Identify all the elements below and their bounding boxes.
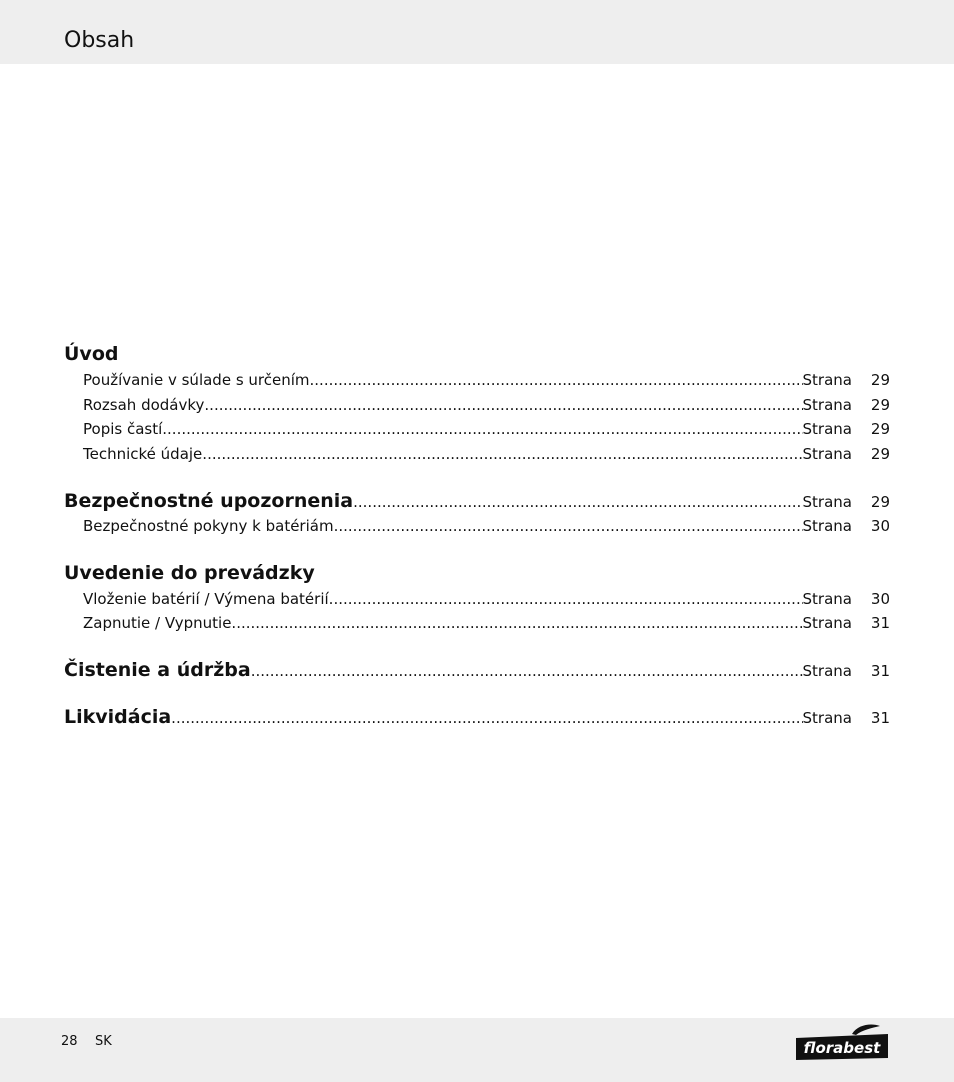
toc-section-heading: Bezpečnostné upozornenia xyxy=(64,489,354,512)
toc-entry-page: 30 xyxy=(870,516,890,535)
toc-section-heading[interactable]: Úvod xyxy=(64,343,119,365)
toc-entry-strana: Strana xyxy=(802,661,852,680)
toc-entry-label: Popis častí xyxy=(83,420,163,439)
toc-entry[interactable] xyxy=(64,442,890,467)
toc-section-uvod xyxy=(64,340,890,467)
dot-leader xyxy=(202,442,802,467)
header-bar xyxy=(0,0,954,64)
toc-entry-strana: Strana xyxy=(802,395,852,414)
toc-entry[interactable] xyxy=(64,368,890,393)
toc-entry-strana: Strana xyxy=(802,371,852,389)
toc-section-heading: Čistenie a údržba xyxy=(64,658,251,681)
toc-entry[interactable] xyxy=(64,514,890,539)
toc-entry-page: 29 xyxy=(870,420,890,439)
toc-section-bezpecnostne-upozornenia xyxy=(64,487,890,539)
dot-leader xyxy=(334,514,803,539)
toc-section-heading: Likvidácia xyxy=(64,705,172,728)
toc-entry-strana: Strana xyxy=(802,420,852,439)
florabest-logo xyxy=(794,1022,890,1062)
toc-entry-page: 29 xyxy=(870,371,890,389)
toc-entry-strana: Strana xyxy=(802,445,852,464)
toc-entry-label: Používanie v súlade s určením xyxy=(83,371,310,389)
toc-entry-label: Vloženie batérií / Výmena batérií xyxy=(83,589,329,608)
table-of-contents xyxy=(64,340,890,750)
toc-section-heading[interactable]: Uvedenie do prevádzky xyxy=(64,561,315,584)
toc-entry[interactable] xyxy=(64,417,890,442)
footer-language-code: SK xyxy=(95,1034,112,1049)
toc-entry-label: Rozsah dodávky xyxy=(83,395,205,414)
toc-entry-page: 31 xyxy=(870,661,890,680)
dot-leader xyxy=(353,488,802,516)
toc-section-entry[interactable] xyxy=(64,703,890,732)
dot-leader xyxy=(329,587,803,612)
dot-leader xyxy=(171,704,802,732)
toc-entry-page: 29 xyxy=(870,492,890,511)
svg-text:florabest: florabest xyxy=(803,1039,881,1057)
toc-section-likvidacia xyxy=(64,703,890,732)
footer-page-number: 28 xyxy=(61,1034,78,1049)
toc-entry-page: 29 xyxy=(870,445,890,464)
dot-leader xyxy=(204,393,802,418)
dot-leader xyxy=(310,368,803,393)
toc-entry-strana: Strana xyxy=(802,614,852,633)
toc-section-cistenie-a-udrzba xyxy=(64,656,890,685)
toc-entry-strana: Strana xyxy=(802,589,852,608)
toc-entry[interactable] xyxy=(64,393,890,418)
toc-entry-label: Zapnutie / Vypnutie xyxy=(83,614,232,633)
toc-section-entry[interactable] xyxy=(64,656,890,685)
page-title: Obsah xyxy=(64,28,135,53)
dot-leader xyxy=(162,417,802,442)
toc-entry-page: 31 xyxy=(870,614,890,633)
toc-entry[interactable] xyxy=(64,611,890,636)
toc-entry[interactable] xyxy=(64,587,890,612)
toc-section-uvedenie-do-prevadzky xyxy=(64,559,890,636)
dot-leader xyxy=(231,611,802,636)
toc-entry-page: 30 xyxy=(870,589,890,608)
toc-entry-label: Bezpečnostné pokyny k batériám xyxy=(83,516,334,535)
dot-leader xyxy=(251,657,803,685)
toc-entry-strana: Strana xyxy=(802,492,852,511)
toc-entry-strana: Strana xyxy=(802,516,852,535)
toc-entry-label: Technické údaje xyxy=(83,445,203,464)
toc-entry-strana: Strana xyxy=(802,708,852,727)
toc-entry-page: 29 xyxy=(870,395,890,414)
toc-section-entry[interactable] xyxy=(64,487,890,516)
toc-entry-page: 31 xyxy=(870,708,890,727)
